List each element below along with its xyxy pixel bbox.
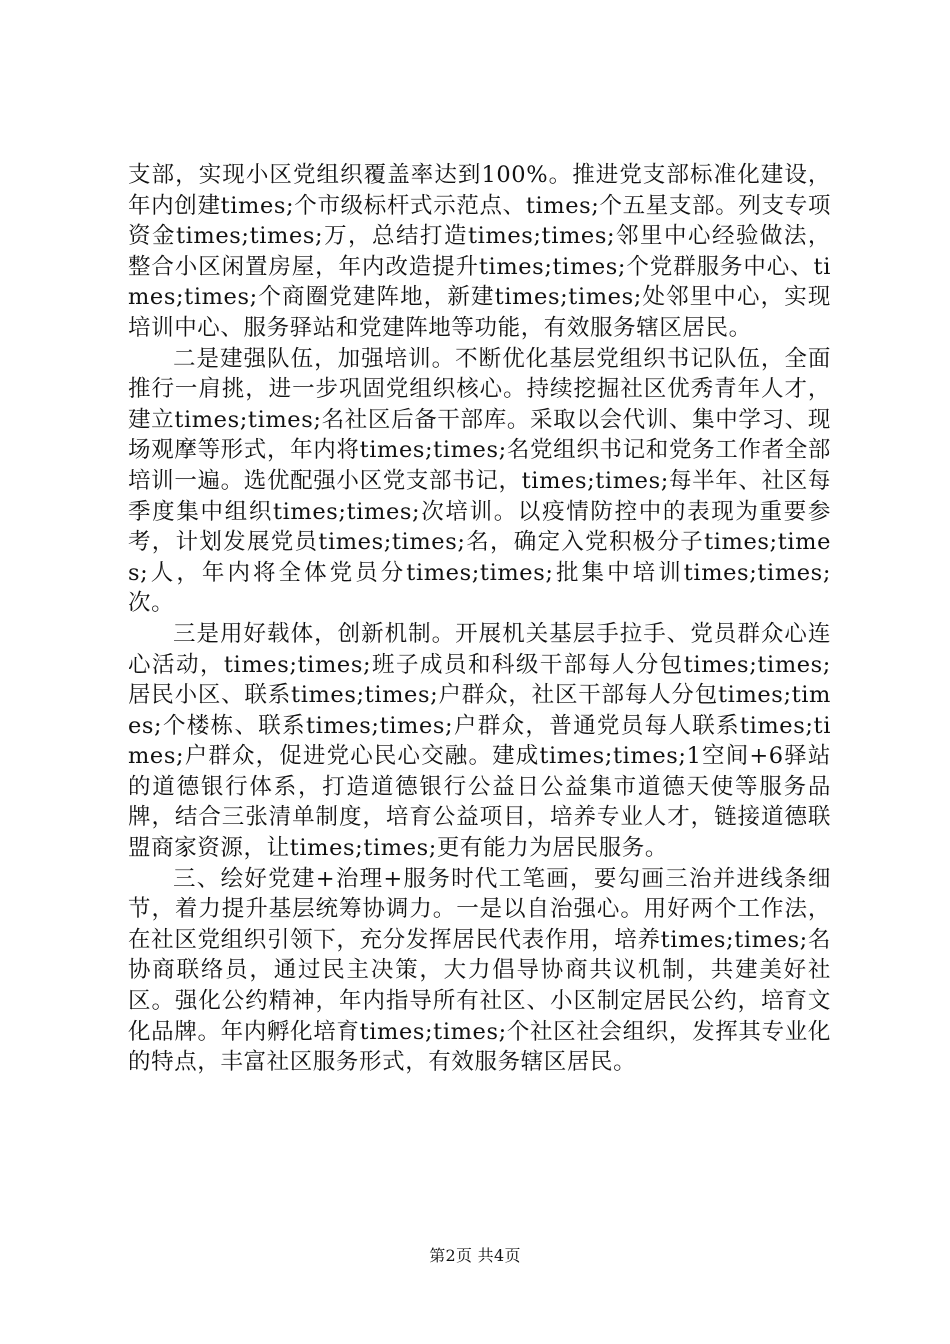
paragraph-team-building: 二是建强队伍，加强培训。不断优化基层党组织书记队伍，全面推行一肩挑，进一步巩固党组织核心。持续挖掘社区优秀青年人才，建立times;times;名社区后备干部库。采取以会代训、集中学习、现场观摩等形式，年内将times;times;名党组织书记和党务工作者全部培训一遍。选优配强小区党支部书记，times;times;每半年、社区每季度集中组织times;times;次培训。以疫情防控中的表现为重要参考，计划发展党员times;times;名，确定入党积极分子times;times;人，年内将全体党员分times;times;批集中培训times;times;次。 <box>128 345 831 617</box>
paragraph-carrier-mechanism: 三是用好载体，创新机制。开展机关基层手拉手、党员群众心连心活动，times;times;班子成员和科级干部每人分包times;times;居民小区、联系times;times;户群众，社区干部每人分包times;times;个楼栋、联系times;times;户群众，普通党员每人联系times;times;户群众，促进党心民心交融。建成times;times;1空间+6驿站的道德银行体系，打造道德银行公益日公益集市道德天使等服务品牌，结合三张清单制度，培育公益项目，培养专业人才，链接道德联盟商家资源，让times;times;更有能力为居民服务。 <box>128 620 831 862</box>
paragraph-governance-service: 三、绘好党建+治理+服务时代工笔画，要勾画三治并进线条细节，着力提升基层统筹协调力。一是以自治强心。用好两个工作法，在社区党组织引领下，充分发挥居民代表作用，培养times;times;名协商联络员，通过民主决策，大力倡导协商共议机制，共建美好社区。强化公约精神，年内指导所有社区、小区制定居民公约，培育文化品牌。年内孵化培育times;times;个社区社会组织，发挥其专业化的特点，丰富社区服务形式，有效服务辖区居民。 <box>128 865 831 1076</box>
paragraph-continued: 支部，实现小区党组织覆盖率达到100%。推进党支部标准化建设，年内创建times;个市级标杆式示范点、times;个五星支部。列支专项资金times;times;万，总结打造times;times;邻里中心经验做法，整合小区闲置房屋，年内改造提升times;times;个党群服务中心、times;times;个商圈党建阵地，新建times;times;处邻里中心，实现培训中心、服务驿站和党建阵地等功能，有效服务辖区居民。 <box>128 162 831 341</box>
document-body <box>128 160 831 1190</box>
page-number-footer: 第2页 共4页 <box>429 1246 521 1265</box>
